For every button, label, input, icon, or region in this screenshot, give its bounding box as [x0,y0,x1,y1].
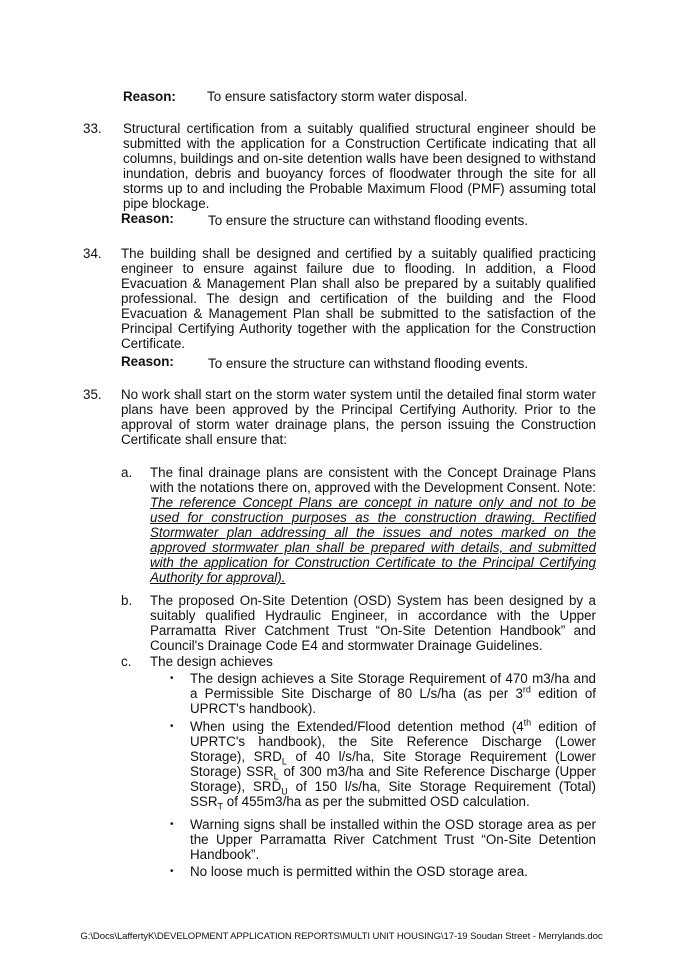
bullet-4: No loose much is permitted within the OSD storage area. [190,864,528,879]
condition-number-35: 35. [83,387,102,402]
item-c-text: The design achieves [150,654,273,669]
condition-number-34: 34. [83,246,102,261]
reason-label: Reason: [123,89,176,104]
item-b-text: The proposed On-Site Detention (OSD) System has been designed by a suitably qualified Hydraulic Engineer, in accordance with the Upper Parramatta River Catchment Trust “On-Site Detention Handbook” and Council's Drainage Code E4 and stormwater Drainage Guidelines. [150,593,596,653]
bullet-icon: • [170,673,174,684]
reason-label: Reason: [121,354,174,369]
bullet-3: Warning signs shall be installed within the OSD storage area as per the Upper Parramatta River Catchment Trust “On-Site Detention Handbook”. [190,817,596,862]
item-letter-a: a. [121,465,133,480]
item-a-note: The reference Concept Plans are concept in nature only and not to be used for construction purposes as the construction drawing. Rectified Stormwater plan addressing all the issues and notes marked on the approved stormwater plan shall be prepared with details, and submitted with the application for Construction Certificate to the Principal Certifying Authority for approval). [150,495,596,585]
condition-34-text: The building shall be designed and certified by a suitably qualified practicing engineer to ensure against failure due to flooding. In addition, a Flood Evacuation & Management Plan shall also be prepared by a suitably qualified professional. The design and certification of the building and the Flood Evacuation & Management Plan shall be submitted to the satisfaction of the Principal Certifying Authority together with the application for the Construction Certificate. [121,246,596,351]
condition-33-text: Structural certification from a suitably qualified structural engineer should be submitted with the application for a Construction Certificate indicating that all columns, buildings and on-site detention walls have been designed to withstand inundation, debris and buoyancy forces of floodwater through the site for all storms up to and including the Probable Maximum Flood (PMF) assuming total pipe blockage. [123,121,596,211]
footer-file-path: G:\Docs\LaffertyK\DEVELOPMENT APPLICATION REPORTS\MULTI UNIT HOUSING\17-19 Soudan Street - Merrylands.doc [80,931,603,942]
bullet-2: When using the Extended/Flood detention method (4th edition of UPRTC's handbook), the Site Reference Discharge (Lower Storage), $SRD_L$ of 40 l/s/ha, Site Storage Requirement (Lower Storage) $SSR_L$ of 300 m3/ha and Site Reference Discharge (Upper Storage), $SRD_U$ of 150 l/s/ha, Site Storage Requirement (Total) $SSR_T$ of 455m3/ha as per the submitted OSD calculation. [190,717,596,812]
reason-label: Reason: [121,211,174,226]
bullet-icon: • [170,866,174,877]
item-letter-b: b. [121,593,133,608]
bullet-1: The design achieves a Site Storage Requirement of 470 m3/ha and a Permissible Site Discharge of 80 L/s/ha (as per 3rd edition of UPRCT's handbook). [190,671,596,716]
condition-33-reason: To ensure the structure can withstand flooding events. [208,213,529,228]
bullet-icon: • [170,819,174,830]
item-letter-c: c. [121,654,132,669]
condition-number-33: 33. [83,121,102,136]
condition-34-reason: To ensure the structure can withstand flooding events. [208,356,529,371]
reason-text: To ensure satisfactory storm water disposal. [207,89,468,104]
condition-35-text: No work shall start on the storm water system until the detailed final storm water plans have been approved by the Principal Certifying Authority. Prior to the approval of storm water drainage plans, the person issuing the Construction Certificate shall ensure that: [121,387,596,447]
item-a-text: The final drainage plans are consistent with the Concept Drainage Plans with the notations there on, approved with the Development Consent. [150,465,596,495]
item-a [150,465,596,585]
bullet-icon: • [170,721,174,732]
item-a-note-label: Note: [563,480,596,495]
